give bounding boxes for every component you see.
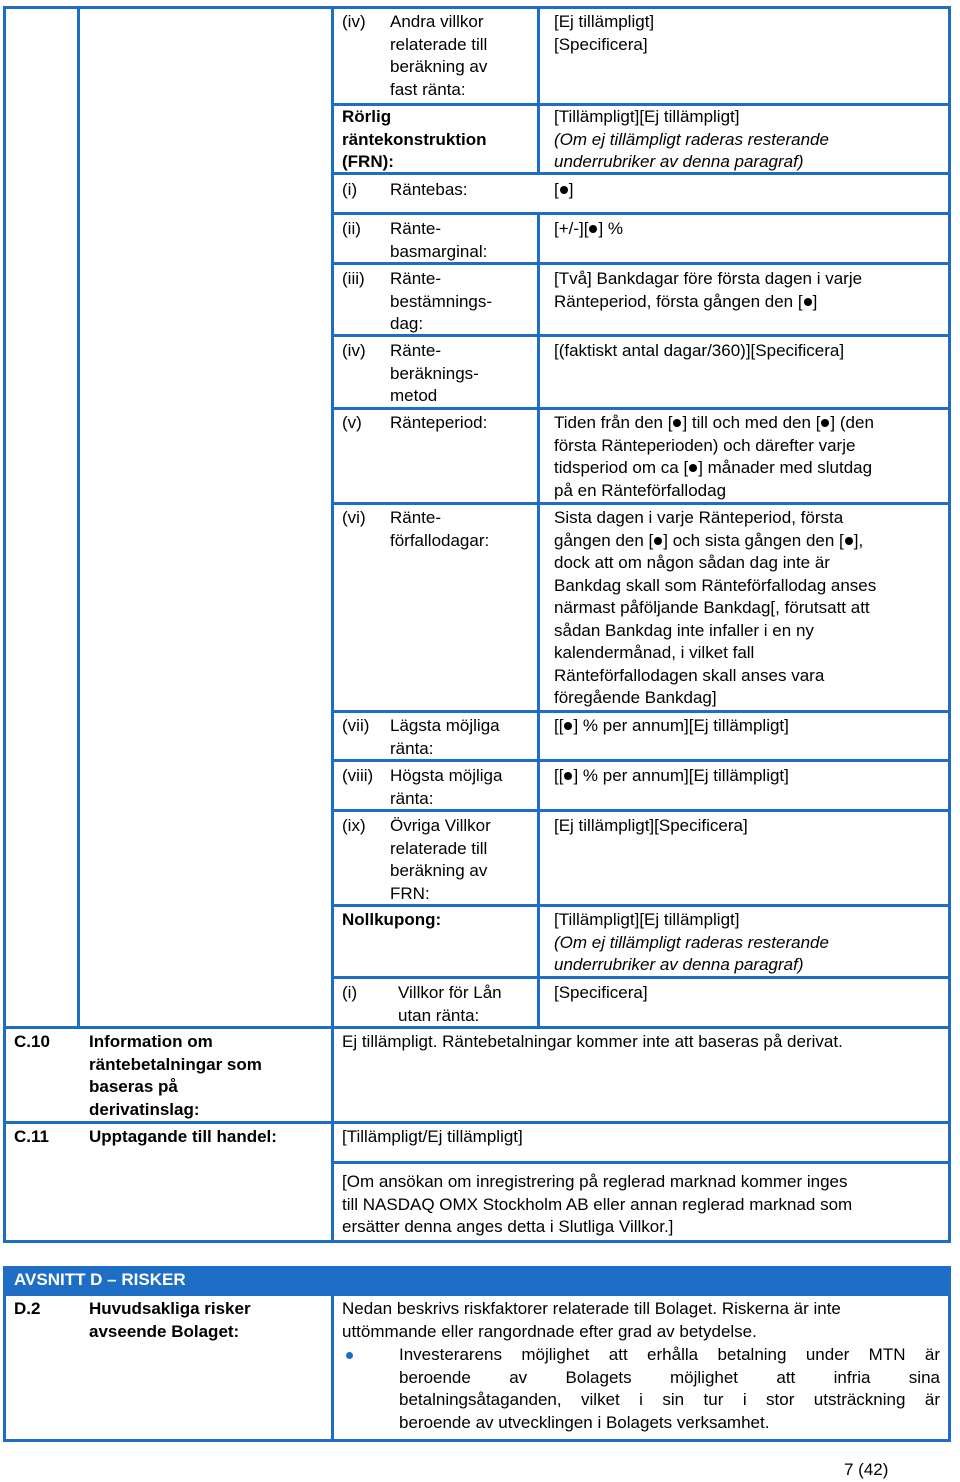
- bullet-placeholder-icon: [560, 186, 568, 194]
- frn-viii-value: [[ ] % per annum][Ej tillämpligt]: [554, 766, 789, 785]
- frn-viii-number: (viii): [342, 766, 374, 785]
- bullet-placeholder-icon: [673, 419, 681, 427]
- nollkupong-i-number: (i): [342, 983, 358, 1002]
- bullet-placeholder-icon: [564, 772, 572, 780]
- frn-i-value: [ ]: [554, 180, 574, 199]
- frn-i-label: Räntebas:: [390, 180, 468, 199]
- frn-heading-value: [Tillämpligt][Ej tillämpligt] (Om ej tillämpligt raderas resterande underrubriker av denna paragraf): [554, 107, 829, 171]
- frn-v-label: Ränteperiod:: [390, 413, 488, 432]
- page-number: 7 (42): [844, 1460, 889, 1479]
- frn-iii-number: (iii): [342, 269, 365, 288]
- frn-heading: Rörlig räntekonstruktion (FRN):: [342, 107, 487, 171]
- c11-title: Upptagande till handel:: [89, 1127, 277, 1146]
- frn-iv-value: [Ej tillämpligt] [Specificera]: [554, 12, 655, 54]
- frn-vii-value: [[ ] % per annum][Ej tillämpligt]: [554, 716, 789, 735]
- nollkupong-i-value: [Specificera]: [554, 983, 648, 1002]
- frn-ix-value: [Ej tillämpligt][Specificera]: [554, 816, 748, 835]
- frn-ii-label: Ränte- basmarginal:: [390, 219, 488, 261]
- nollkupong-i-label: Villkor för Lån utan ränta:: [398, 983, 502, 1025]
- frn-v-value: Tiden från den [ ] till och med den [ ] (den första Ränteperioden) och därefter varje tidsperiod om ca [ ] månader med slutdag på en Ränteförfallodag: [554, 413, 874, 500]
- frn-ix-label: Övriga Villkor relaterade till beräkning av FRN:: [390, 816, 491, 903]
- frn-iv2-number: (iv): [342, 341, 366, 360]
- d2-bullet-text: Investerarens möjlighet att erhålla betalning under MTN är beroende av Bolagets möjlighet att infria sina betalningsåtaganden, vilket i sin tur i stor utsträckning är beroende av utvecklingen i Bolagets verksamhet.: [399, 1345, 940, 1432]
- c11-text1: [Tillämpligt/Ej tillämpligt]: [342, 1127, 523, 1146]
- frn-iii-value: [Två] Bankdagar före första dagen i varje Ränteperiod, första gången den [ ]: [554, 269, 863, 311]
- frn-i-number: (i): [342, 180, 358, 199]
- bullet-placeholder-icon: [845, 537, 853, 545]
- bullet-placeholder-icon: [689, 464, 697, 472]
- frn-iv2-label: Ränte- beräknings- metod: [390, 341, 479, 405]
- bullet-placeholder-icon: [589, 225, 597, 233]
- d2-number: D.2: [14, 1299, 41, 1318]
- c10-number: C.10: [14, 1032, 50, 1051]
- frn-ii-number: (ii): [342, 219, 361, 238]
- bullet-icon: [346, 1352, 353, 1359]
- frn-iii-label: Ränte- bestämnings- dag:: [390, 269, 493, 333]
- frn-ii-value: [+/-][ ] %: [554, 219, 624, 238]
- frn-vi-value: Sista dagen i varje Ränteperiod, första gången den [ ] och sista gången den [ ], dock att om någon sådan dag inte är Bankdag skall som Ränteförfallodag anses närmast påföljande Bankdag[, förutsatt att sådan Bankdag inte infaller i en ny kalendermånad, i vilket fall Ränteförfallodagen skall anses vara föregående Bankdag]: [554, 508, 877, 707]
- c10-text: Ej tillämpligt. Räntebetalningar kommer inte att baseras på derivat.: [342, 1032, 843, 1051]
- frn-iv-number: (iv): [342, 12, 366, 31]
- bullet-placeholder-icon: [654, 537, 662, 545]
- frn-vii-number: (vii): [342, 716, 370, 735]
- frn-vi-number: (vi): [342, 508, 366, 527]
- section-d-banner: [4, 1268, 950, 1293]
- c10-title: Information om räntebetalningar som baseras på derivatinslag:: [89, 1032, 262, 1119]
- frn-vi-label: Ränte- förfallodagar:: [390, 508, 490, 550]
- frn-vii-label: Lägsta möjliga ränta:: [390, 716, 500, 758]
- nollkupong-value: [Tillämpligt][Ej tillämpligt] (Om ej tillämpligt raderas resterande underrubriker av denna paragraf): [554, 910, 829, 974]
- d2-title: Huvudsakliga risker avseende Bolaget:: [89, 1299, 251, 1341]
- bullet-placeholder-icon: [821, 419, 829, 427]
- frn-iv-label: Andra villkor relaterade till beräkning av fast ränta:: [390, 12, 488, 99]
- c11-number: C.11: [14, 1127, 49, 1146]
- frn-viii-label: Högsta möjliga ränta:: [390, 766, 503, 808]
- frn-iv2-value: [(faktiskt antal dagar/360)][Specificera]: [554, 341, 845, 360]
- nollkupong-heading: Nollkupong:: [342, 910, 442, 929]
- frn-ix-number: (ix): [342, 816, 366, 835]
- c11-text2: [Om ansökan om inregistrering på reglerad marknad kommer inges till NASDAQ OMX Stockholm AB eller annan reglerad marknad som ersätter denna anges detta i Slutliga Villkor.]: [342, 1172, 853, 1236]
- section-d-title: AVSNITT D – RISKER: [14, 1270, 186, 1289]
- bullet-placeholder-icon: [804, 298, 812, 306]
- frn-v-number: (v): [342, 413, 362, 432]
- d2-intro: Nedan beskrivs riskfaktorer relaterade till Bolaget. Riskerna är inte uttömmande eller rangordnade efter grad av betydelse.: [342, 1299, 841, 1341]
- bullet-placeholder-icon: [564, 722, 572, 730]
